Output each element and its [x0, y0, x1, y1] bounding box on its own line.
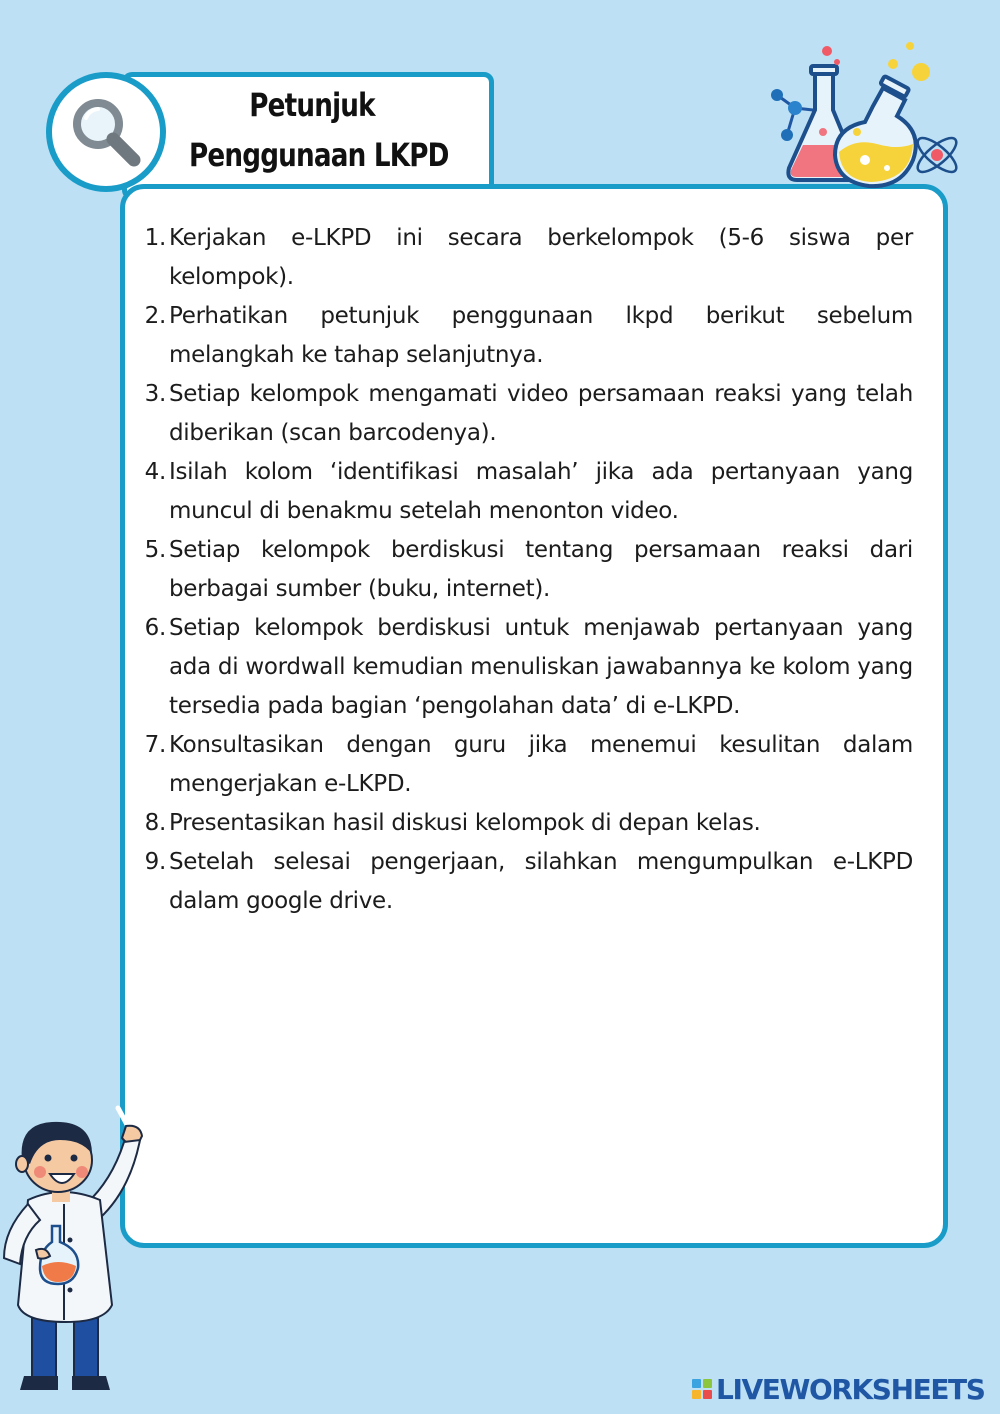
list-item: [140, 453, 913, 531]
title-line-1: Petunjuk: [249, 86, 375, 124]
item-number: 9.: [144, 849, 166, 875]
brand-name: LIVEWORKSHEETS: [716, 1372, 985, 1406]
item-number: 3.: [144, 381, 166, 407]
list-item: [140, 804, 913, 843]
item-number: 7.: [144, 732, 166, 758]
atom-icon: [913, 133, 961, 178]
list-item: [140, 219, 913, 297]
item-number: 2.: [144, 303, 166, 329]
magnifier-badge: [46, 72, 166, 192]
magnifier-icon: [68, 94, 148, 174]
brand-watermark: [692, 1370, 985, 1408]
item-number: 4.: [144, 459, 166, 485]
list-item: [140, 531, 913, 609]
item-number: 1.: [144, 225, 166, 251]
list-item: [140, 843, 913, 921]
item-text: Setiap kelompok berdiskusi untuk menjawab pertanyaan yang ada di wordwall kemudian menuliskan jawabannya ke kolom yang tersedia pada bagian ‘pengolahan data’ di e-LKPD.: [169, 615, 913, 719]
list-item: [140, 297, 913, 375]
item-text: Konsultasikan dengan guru jika menemui kesulitan dalam mengerjakan e-LKPD.: [169, 732, 913, 797]
item-number: 6.: [144, 615, 166, 641]
item-text: Setiap kelompok berdiskusi tentang persamaan reaksi dari berbagai sumber (buku, internet).: [169, 537, 913, 602]
lab-glassware-icon: [765, 40, 965, 200]
item-text: Setiap kelompok mengamati video persamaan reaksi yang telah diberikan (scan barcodenya).: [169, 381, 913, 446]
item-text: Perhatikan petunjuk penggunaan lkpd berikut sebelum melangkah ke tahap selanjutnya.: [169, 303, 913, 368]
list-item: [140, 609, 913, 726]
title-line-2: Penggunaan LKPD: [189, 136, 449, 174]
list-item: [140, 375, 913, 453]
item-text: Kerjakan e-LKPD ini secara berkelompok (5-6 siswa per kelompok).: [169, 225, 913, 290]
item-text: Setelah selesai pengerjaan, silahkan mengumpulkan e-LKPD dalam google drive.: [169, 849, 913, 914]
item-number: 5.: [144, 537, 166, 563]
item-number: 8.: [144, 810, 166, 836]
list-item: [140, 726, 913, 804]
item-text: Isilah kolom ‘identifikasi masalah’ jika ada pertanyaan yang muncul di benakmu setelah menonton video.: [169, 459, 913, 524]
scientist-illustration: [0, 1100, 160, 1395]
instruction-list: [140, 219, 913, 921]
liveworksheets-logo-icon: [692, 1379, 712, 1399]
item-text: Presentasikan hasil diskusi kelompok di depan kelas.: [169, 810, 761, 836]
round-flask-icon: [835, 76, 916, 186]
page-title: [189, 80, 449, 180]
